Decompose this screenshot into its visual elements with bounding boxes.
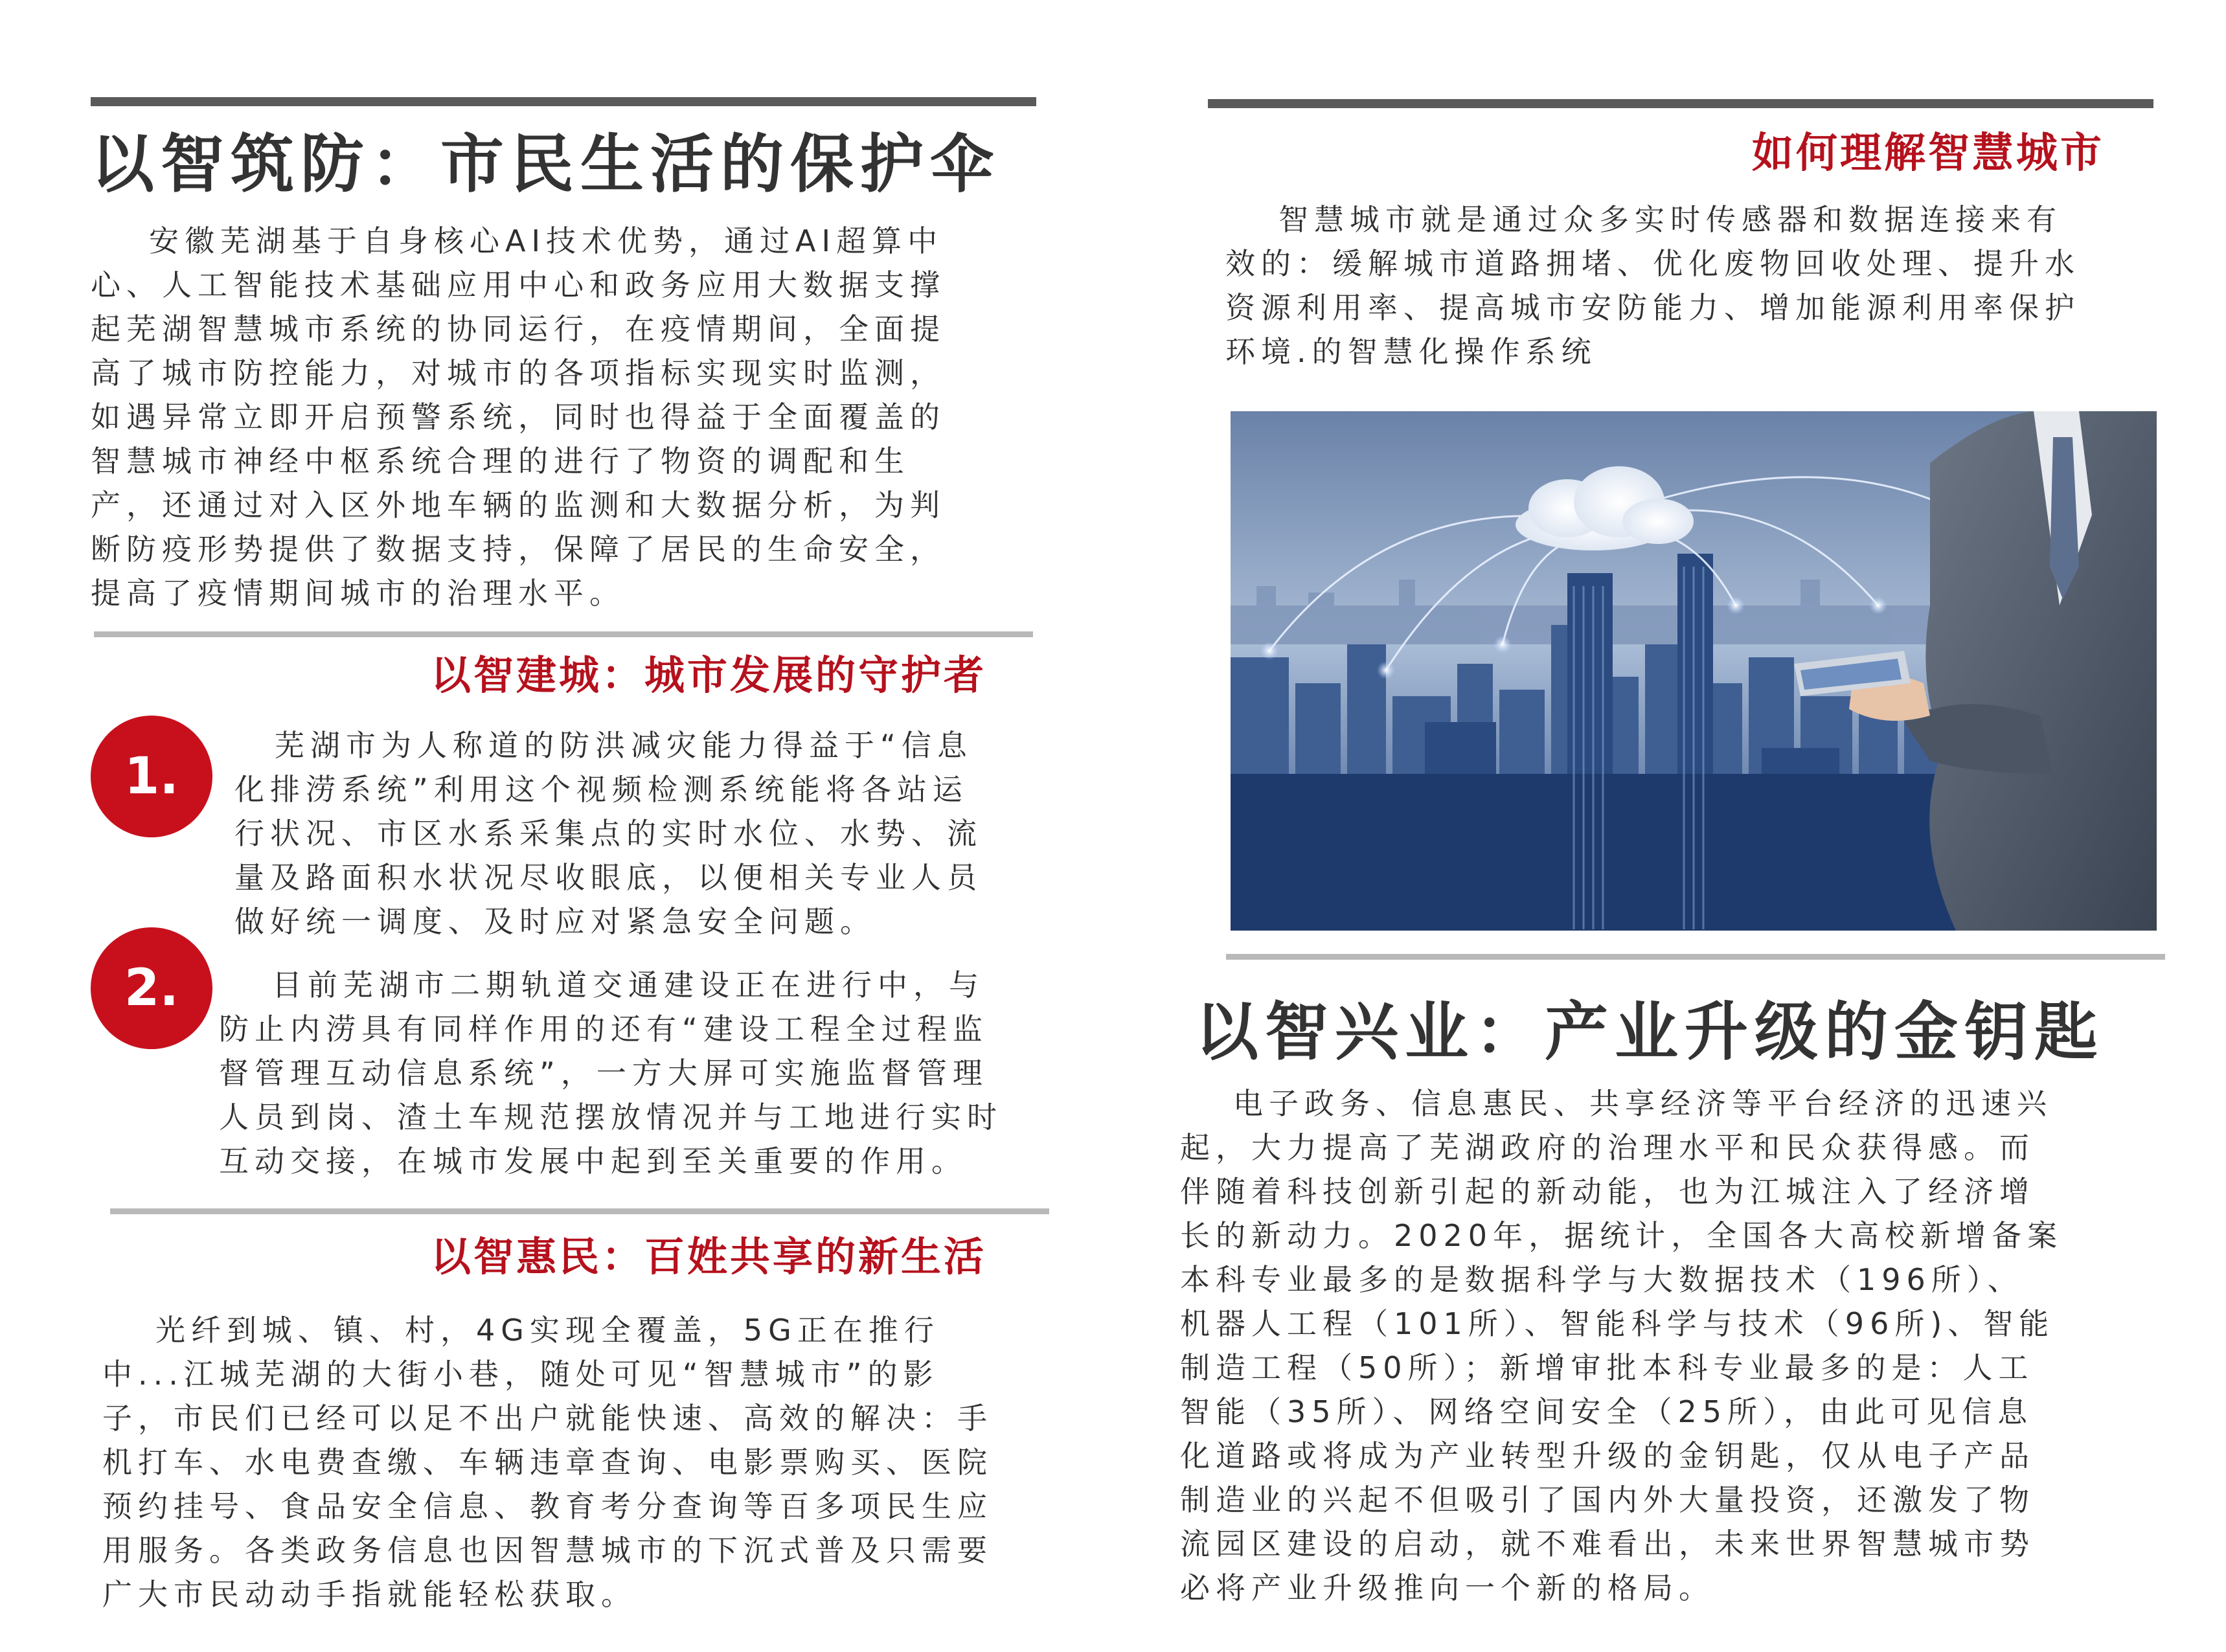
section2-rule xyxy=(94,631,1033,637)
text-line: 提高了疫情期间城市的治理水平。 xyxy=(91,576,625,611)
text-line: 长的新动力。2020年，据统计，全国各大高校新增备案 xyxy=(1180,1218,2063,1253)
text-line: 互动交接，在城市发展中起到至关重要的作用。 xyxy=(219,1144,967,1179)
text-line: 起，大力提高了芜湖政府的治理水平和民众获得感。而 xyxy=(1180,1130,2035,1165)
left-intro-paragraph xyxy=(91,219,946,615)
right-heading: 如何理解智慧城市 xyxy=(1752,129,2104,177)
text-line: 资源利用率、提高城市安防能力、增加能源利用率保护 xyxy=(1225,290,2080,325)
text-line: 督管理互动信息系统”，一方大屏可实施监督管理 xyxy=(219,1056,988,1091)
text-line: 中...江城芜湖的大街小巷，随处可见“智慧城市”的影 xyxy=(102,1357,939,1392)
text-line: 芜湖市为人称道的防洪减灾能力得益于“信息 xyxy=(275,728,973,763)
text-line: 智能（35所）、网络空间安全（25所），由此可见信息 xyxy=(1180,1394,2034,1429)
text-line: 预约挂号、食品安全信息、教育考分查询等百多项民生应 xyxy=(102,1489,993,1524)
text-line: 断防疫形势提供了数据支持，保障了居民的生命安全， xyxy=(91,532,946,567)
text-line: 防止内涝具有同样作用的还有“建设工程全过程监 xyxy=(219,1012,988,1047)
text-line: 光纤到城、镇、村，4G实现全覆盖，5G正在推行 xyxy=(155,1313,940,1348)
left-main-heading: 以智筑防：市民生活的保护伞 xyxy=(91,128,1001,201)
city-network-illustration xyxy=(1231,411,2157,931)
text-line: 如遇异常立即开启预警系统，同时也得益于全面覆盖的 xyxy=(91,400,946,435)
text-line: 化排涝系统”利用这个视频检测系统能将各站运 xyxy=(234,772,968,807)
text-line: 效的：缓解城市道路拥堵、优化废物回收处理、提升水 xyxy=(1225,246,2080,281)
text-line: 量及路面积水状况尽收眼底，以便相关专业人员 xyxy=(234,860,982,895)
text-line: 化道路或将成为产业转型升级的金钥匙，仅从电子产品 xyxy=(1180,1438,2035,1473)
text-line: 安徽芜湖基于自身核心AI技术优势，通过AI超算中 xyxy=(149,223,944,258)
right-body-paragraph xyxy=(1180,1081,2063,1610)
text-line: 机打车、水电费查缴、车辆违章查询、电影票购买、医院 xyxy=(102,1445,993,1480)
right-section-rule xyxy=(1226,954,2165,960)
text-line: 人员到岗、渣土车规范摆放情况并与工地进行实时 xyxy=(219,1100,1003,1135)
text-line: 制造工程（50所）；新增审批本科专业最多的是：人工 xyxy=(1180,1350,2034,1385)
number-badge-2: 2. xyxy=(91,927,212,1049)
text-line: 流园区建设的启动，就不难看出，未来世界智慧城市势 xyxy=(1180,1526,2035,1561)
text-line: 广大市民动动手指就能轻松获取。 xyxy=(102,1577,637,1612)
right-top-rule xyxy=(1208,99,2153,108)
text-line: 本科专业最多的是数据科学与大数据技术（196所）、 xyxy=(1180,1262,2023,1297)
section3-rule xyxy=(110,1208,1049,1214)
right-intro-paragraph xyxy=(1225,198,2080,374)
smart-city-photo xyxy=(1231,411,2157,931)
text-line: 起芜湖智慧城市系统的协同运行，在疫情期间，全面提 xyxy=(91,311,946,346)
text-line: 制造业的兴起不但吸引了国内外大量投资，还激发了物 xyxy=(1180,1482,2035,1517)
text-line: 电子政务、信息惠民、共享经济等平台经济的迅速兴 xyxy=(1233,1086,2052,1121)
text-line: 子，市民们已经可以足不出户就能快速、高效的解决：手 xyxy=(102,1401,993,1436)
left-top-rule xyxy=(91,97,1036,106)
text-line: 高了城市防控能力，对城市的各项指标实现实时监测， xyxy=(91,356,946,390)
number-badge-1: 1. xyxy=(91,716,212,837)
section2-heading: 以智建城：城市发展的守护者 xyxy=(431,651,987,699)
text-line: 伴随着科技创新引起的新动能，也为江城注入了经济增 xyxy=(1180,1174,2035,1209)
item1-paragraph xyxy=(234,723,982,944)
text-line: 产，还通过对入区外地车辆的监测和大数据分析，为判 xyxy=(91,488,946,523)
text-line: 智慧城市神经中枢系统合理的进行了物资的调配和生 xyxy=(91,444,910,479)
text-line: 智慧城市就是通过众多实时传感器和数据连接来有 xyxy=(1278,202,2062,237)
text-line: 必将产业升级推向一个新的格局。 xyxy=(1180,1570,1714,1605)
item2-paragraph xyxy=(219,963,1003,1183)
section3-heading: 以智惠民：百姓共享的新生活 xyxy=(431,1233,987,1280)
text-line: 目前芜湖市二期轨道交通建设正在进行中，与 xyxy=(272,967,984,1002)
section3-paragraph xyxy=(102,1308,993,1616)
text-line: 做好统一调度、及时应对紧急安全问题。 xyxy=(234,904,876,939)
right-main-heading: 以智兴业：产业升级的金钥匙 xyxy=(1195,995,2105,1069)
text-line: 机器人工程（101所）、智能科学与技术（96所)、智能 xyxy=(1180,1306,2055,1341)
text-line: 心、人工智能技术基础应用中心和政务应用大数据支撑 xyxy=(91,267,946,302)
text-line: 用服务。各类政务信息也因智慧城市的下沉式普及只需要 xyxy=(102,1533,993,1568)
text-line: 行状况、市区水系采集点的实时水位、水势、流 xyxy=(234,816,982,851)
text-line: 环境.的智慧化操作系统 xyxy=(1225,334,1597,369)
